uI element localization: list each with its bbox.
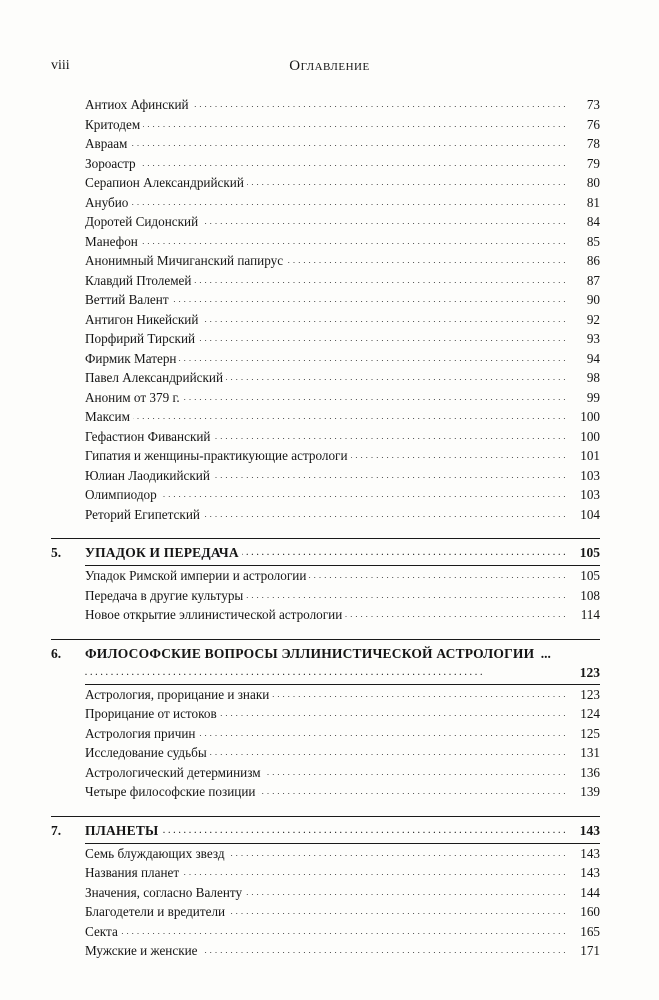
toc-entry-page: 136	[577, 763, 600, 783]
chapter-heading[interactable]	[51, 538, 600, 563]
chapter-title-row	[85, 543, 600, 563]
toc-entry-page: 143	[577, 844, 600, 864]
toc-entry-title: Авраам	[85, 136, 130, 151]
toc-entry-page: 108	[577, 586, 600, 606]
toc-entry-page: 76	[584, 115, 600, 135]
toc-entry-page: 105	[577, 566, 600, 586]
toc-entry-page: 87	[584, 271, 600, 291]
toc-entry-title: Клавдий Птолемей	[85, 273, 194, 288]
toc-entry-title: Антиох Афинский	[85, 97, 192, 112]
toc-entry[interactable]	[85, 271, 600, 291]
toc-entry-page: 124	[577, 704, 600, 724]
toc-entry[interactable]	[85, 685, 600, 705]
chapter-number: 6.	[51, 645, 62, 661]
toc-entry-page: 114	[578, 605, 600, 625]
toc-entry-page: 139	[577, 782, 600, 802]
chapter-list	[51, 538, 600, 961]
toc-entry-title: Доротей Сидонский	[85, 214, 201, 229]
toc-entry-title: Благодетели и вредители	[85, 904, 228, 919]
toc-entry[interactable]	[85, 95, 600, 115]
toc-entry[interactable]	[85, 115, 600, 135]
toc-entry[interactable]	[85, 485, 600, 505]
toc-entry-page: 123	[577, 685, 600, 705]
toc-entry-page: 144	[577, 883, 600, 903]
toc-entry-page: 94	[584, 349, 600, 369]
toc-entry-page: 84	[584, 212, 600, 232]
toc-entry-title: Анубио	[85, 195, 131, 210]
toc-entry[interactable]	[85, 232, 600, 252]
toc-entry-page: 103	[577, 466, 600, 486]
toc-entry[interactable]	[85, 922, 600, 942]
toc-entry[interactable]	[85, 407, 600, 427]
toc-entry-page: 85	[584, 232, 600, 252]
toc-entry-title: Исследование судьбы	[85, 745, 210, 760]
intro-entry-list	[51, 95, 600, 524]
chapter-number: 5.	[51, 545, 62, 560]
toc-entry-page: 143	[577, 863, 600, 883]
toc-entry[interactable]	[85, 251, 600, 271]
chapter-number: 7.	[51, 822, 62, 838]
toc-entry-title: Зороастр	[85, 156, 139, 171]
toc-entry[interactable]	[85, 586, 600, 606]
toc-entry[interactable]	[85, 863, 600, 883]
toc-entry-title: Передача в другие культуры	[85, 588, 246, 603]
toc-entry[interactable]	[85, 193, 600, 213]
toc-entry-title: Анонимный Мичиганский папирус	[85, 253, 286, 268]
table-of-contents	[51, 95, 600, 961]
chapter-page: 143	[577, 821, 600, 841]
chapter-title: УПАДОК И ПЕРЕДАЧА	[85, 545, 242, 560]
toc-entry-page: 160	[577, 902, 600, 922]
toc-entry-page: 99	[584, 388, 600, 408]
toc-entry-page: 100	[577, 407, 600, 427]
toc-entry-title: Новое открытие эллинистической астрологии	[85, 607, 345, 622]
chapter-heading[interactable]	[51, 816, 600, 841]
toc-entry-title: Павел Александрийский	[85, 370, 226, 385]
toc-entry[interactable]	[85, 290, 600, 310]
toc-entry-title: Упадок Римской империи и астрологии	[85, 568, 309, 583]
toc-entry[interactable]	[85, 941, 600, 961]
toc-entry-page: 131	[577, 743, 600, 763]
toc-entry-title: Аноним от 379 г.	[85, 390, 183, 405]
toc-entry-title: Манефон	[85, 234, 141, 249]
toc-entry-title: Астрология причин	[85, 726, 198, 741]
toc-entry-title: Порфирий Тирский	[85, 331, 198, 346]
toc-entry-title: Названия планет	[85, 865, 182, 880]
toc-entry-title: Максим	[85, 409, 133, 424]
toc-entry[interactable]	[85, 466, 600, 486]
toc-entry-title: Критодем	[85, 117, 143, 132]
running-title: Оглавление	[289, 58, 370, 74]
toc-entry-page: 165	[577, 922, 600, 942]
toc-entry-title: Юлиан Лаодикийский	[85, 468, 213, 483]
toc-entry[interactable]	[85, 724, 600, 744]
page-number: viii	[51, 58, 70, 73]
toc-entry-page: 103	[577, 485, 600, 505]
toc-entry[interactable]	[85, 388, 600, 408]
toc-entry-title: Мужские и женские	[85, 943, 201, 958]
toc-entry[interactable]	[85, 446, 600, 466]
chapter-page: 123	[577, 664, 600, 682]
chapter-title: ПЛАНЕТЫ	[85, 823, 161, 838]
toc-entry-page: 100	[577, 427, 600, 447]
toc-entry[interactable]	[85, 763, 600, 783]
toc-entry-page: 98	[584, 368, 600, 388]
toc-entry-title: Серапион Александрийский	[85, 175, 247, 190]
toc-entry[interactable]	[85, 743, 600, 763]
toc-entry[interactable]	[85, 605, 600, 625]
toc-entry-page: 171	[577, 941, 600, 961]
toc-entry[interactable]	[85, 782, 600, 802]
toc-entry-title: Семь блуждающих звезд	[85, 846, 228, 861]
toc-entry-title: Веттий Валент	[85, 292, 172, 307]
chapter-page: 105	[577, 543, 600, 563]
toc-entry[interactable]	[85, 154, 600, 174]
toc-entry[interactable]	[85, 310, 600, 330]
toc-entry-title: Гефастион Фиванский	[85, 429, 213, 444]
toc-entry[interactable]	[85, 505, 600, 525]
toc-entry[interactable]	[85, 212, 600, 232]
toc-entry-title: Астрологический детерминизм	[85, 765, 264, 780]
toc-entry-title: Олимпиодор	[85, 487, 160, 502]
toc-entry-title: Антигон Никейский	[85, 312, 201, 327]
toc-entry[interactable]	[85, 134, 600, 154]
toc-entry-page: 81	[584, 193, 600, 213]
toc-entry[interactable]	[85, 902, 600, 922]
toc-entry-title: Четыре философские позиции	[85, 784, 258, 799]
toc-entry-page: 79	[584, 154, 600, 174]
toc-entry-page: 92	[584, 310, 600, 330]
toc-entry-page: 90	[584, 290, 600, 310]
toc-entry[interactable]	[85, 173, 600, 193]
toc-entry-page: 104	[577, 505, 600, 525]
toc-entry[interactable]	[85, 566, 600, 586]
toc-entry-title: Реторий Египетский	[85, 507, 203, 522]
toc-entry[interactable]	[85, 329, 600, 349]
chapter-title: ФИЛОСОФСКИЕ ВОПРОСЫ ЭЛЛИНИСТИЧЕСКОЙ АСТРОЛОГИИ	[85, 646, 537, 661]
toc-entry-page: 78	[584, 134, 600, 154]
chapter-title-row	[85, 821, 600, 841]
toc-entry[interactable]	[85, 427, 600, 447]
toc-entry-title: Прорицание от истоков	[85, 706, 220, 721]
toc-entry-title: Значения, согласно Валенту	[85, 885, 245, 900]
toc-entry-page: 73	[584, 95, 600, 115]
chapter-heading[interactable]	[51, 639, 600, 682]
page-header	[51, 58, 608, 78]
toc-entry[interactable]	[85, 349, 600, 369]
toc-entry[interactable]	[85, 368, 600, 388]
toc-entry-title: Секта	[85, 924, 121, 939]
toc-entry[interactable]	[85, 704, 600, 724]
toc-entry-title: Астрология, прорицание и знаки	[85, 687, 272, 702]
toc-entry-page: 101	[577, 446, 600, 466]
toc-entry-title: Фирмик Матерн	[85, 351, 179, 366]
toc-entry-page: 125	[577, 724, 600, 744]
toc-entry-page: 86	[584, 251, 600, 271]
toc-entry-page: 93	[584, 329, 600, 349]
toc-entry-page: 80	[584, 173, 600, 193]
chapter-title-row	[85, 644, 600, 664]
toc-entry[interactable]	[85, 883, 600, 903]
toc-entry-title: Гипатия и женщины-практикующие астрологи	[85, 448, 351, 463]
chapter-leader-dots: ...	[537, 645, 551, 661]
chapter-page-row	[85, 664, 600, 682]
toc-entry[interactable]	[85, 844, 600, 864]
